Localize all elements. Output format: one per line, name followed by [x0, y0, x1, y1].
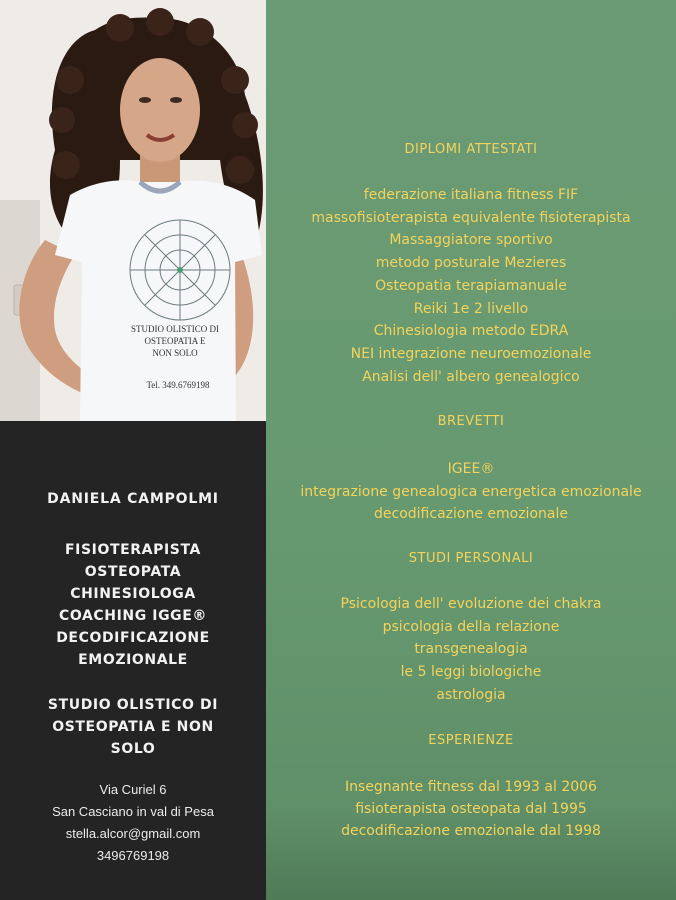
- esperienze-list: [266, 776, 676, 842]
- studio-line: OSTEOPATIA E NON: [52, 719, 214, 735]
- list-item: federazione italiana fitness FIF: [363, 187, 579, 203]
- list-item: Massaggiatore sportivo: [389, 232, 553, 249]
- brevetti-list: [266, 458, 676, 526]
- contact-info: [0, 779, 266, 867]
- list-item: massofisioterapista equivalente fisioterapista: [311, 209, 631, 226]
- roles-list: [0, 539, 266, 671]
- studio-line: SOLO: [110, 741, 156, 757]
- shirt-text-line3: NON SOLO: [152, 348, 198, 358]
- list-item: decodificazione emozionale dal 1998: [341, 823, 601, 839]
- list-item: astrologia: [436, 686, 506, 703]
- list-item: NEI integrazione neuroemozionale: [350, 345, 592, 362]
- role-item: FISIOTERAPISTA: [65, 542, 201, 558]
- list-item: IGEE®: [447, 461, 495, 477]
- portrait-illustration: [0, 0, 266, 421]
- address-city: San Casciano in val di Pesa: [52, 804, 214, 819]
- list-item: Chinesiologia metodo EDRA: [373, 323, 569, 340]
- list-item: decodificazione emozionale: [374, 506, 568, 523]
- list-item: Osteopatia terapiamanuale: [375, 277, 567, 294]
- shirt-text-line4: Tel. 349.6769198: [146, 380, 210, 390]
- profile-photo: [0, 0, 266, 421]
- diplomi-list: [266, 184, 676, 388]
- identity-panel: [0, 421, 266, 900]
- role-item: DECODIFICAZIONE: [56, 630, 210, 646]
- list-item: metodo posturale Mezieres: [375, 255, 567, 272]
- qualifications-panel: [266, 0, 676, 900]
- section-title-studi: STUDI PERSONALI: [408, 551, 534, 566]
- list-item: Psicologia dell' evoluzione dei chakra: [340, 596, 602, 612]
- role-item: OSTEOPATA: [84, 564, 182, 580]
- section-title-esperienze: ESPERIENZE: [428, 733, 514, 748]
- list-item: Reiki 1e 2 livello: [413, 300, 529, 317]
- studi-list: [266, 593, 676, 707]
- email-address[interactable]: stella.alcor@gmail.com: [65, 826, 201, 841]
- role-item: CHINESIOLOGA: [70, 586, 196, 602]
- phone-number[interactable]: 3496769198: [96, 848, 170, 863]
- list-item: Insegnante fitness dal 1993 al 2006: [345, 779, 597, 795]
- address-street: Via Curiel 6: [99, 782, 167, 797]
- list-item: psicologia della relazione: [382, 618, 560, 635]
- studio-line: STUDIO OLISTICO DI: [47, 697, 219, 713]
- shirt-text-line1: STUDIO OLISTICO DI: [131, 324, 219, 334]
- list-item: transgenealogia: [414, 641, 528, 658]
- role-item: COACHING IGGE®: [58, 608, 208, 624]
- section-title-brevetti: BREVETTI: [437, 414, 505, 429]
- list-item: Analisi dell' albero genealogico: [362, 368, 580, 385]
- section-title-diplomi: DIPLOMI ATTESTATI: [404, 142, 538, 157]
- list-item: fisioterapista osteopata dal 1995: [355, 801, 587, 817]
- shirt-text-line2: OSTEOPATIA E: [144, 336, 206, 346]
- studio-name: [0, 694, 266, 760]
- list-item: integrazione genealogica energetica emozionale: [300, 483, 642, 500]
- person-name: DANIELA CAMPOLMI: [47, 491, 219, 507]
- role-item: EMOZIONALE: [78, 652, 188, 668]
- list-item: le 5 leggi biologiche: [400, 664, 542, 681]
